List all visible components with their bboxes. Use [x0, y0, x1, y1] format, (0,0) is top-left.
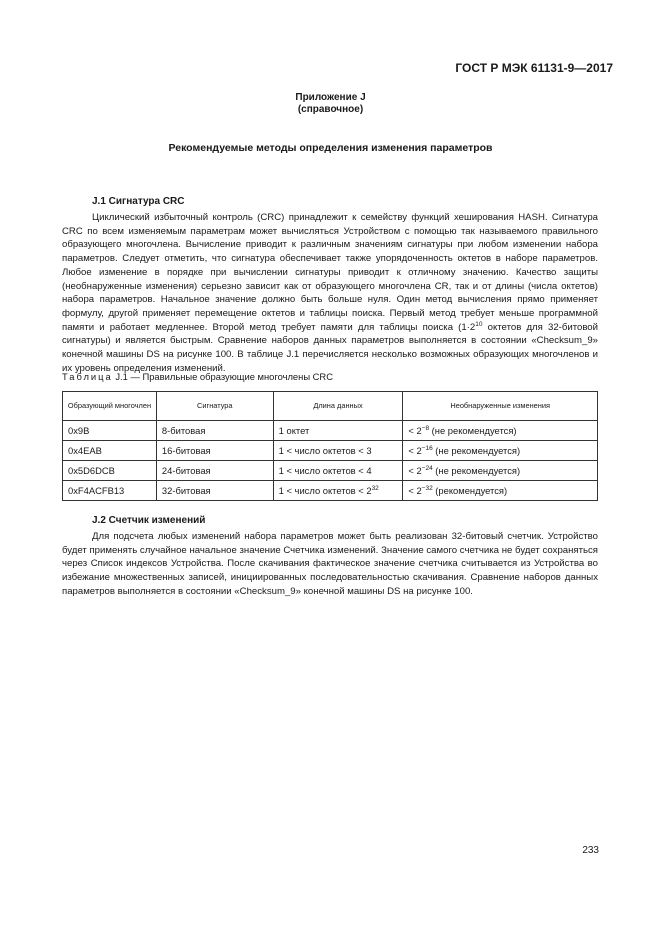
annex-heading — [0, 92, 661, 116]
undetected-note: (не рекомендуется) — [432, 445, 521, 456]
table-row — [63, 441, 598, 461]
undetected-exponent: −16 — [421, 444, 433, 452]
cell-signature: 32-битовая — [156, 481, 273, 501]
undetected-note: (не рекомендуется) — [432, 465, 521, 476]
table-row — [63, 461, 598, 481]
cell-data-length — [273, 421, 403, 441]
table-row — [63, 421, 598, 441]
section-j1-paragraph — [62, 211, 598, 375]
undetected-exponent: −24 — [421, 464, 433, 472]
j1-text-part1: Циклический избыточный контроль (CRC) принадлежит к семейству функций хеширования HASH. Сигнатура CRC по всем изменяемым параметрам может вычисляться Устройством с помощью так называемого правильного образующего многочлена. Вычисление приводит к различным значениям сигнатуры при любом изменении набора параметров. Следует отметить, что сигнатура обеспечивает также упорядоченность октетов в наборе параметров. Любое изменение в порядке при вычислении сигнатуры приводит к отличному значению. Качество защиты (необнаруженные изменения) серьезно зависит как от образующего многочлена CR, так и от длины (числа октетов) набора параметров. Начальное значение должно быть больше нуля. Один метод вычисления прямо применяет формулу, другой применяет перемещение октетов и таблицы поиска. Первый метод требует меньше программной памяти и работает медленнее. Второй метод требует памяти для таблицы поиска (1·2 — [62, 212, 598, 333]
section-j2-heading: J.2 Счетчик изменений — [92, 515, 206, 526]
undetected-prefix: < 2 — [408, 465, 422, 476]
cell-signature: 24-битовая — [156, 461, 273, 481]
length-text: 1 < число октетов < 2 — [278, 485, 372, 496]
length-text: 1 < число октетов < 4 — [278, 465, 372, 476]
annex-title: Приложение J — [295, 92, 366, 103]
crc-polynomials-table — [62, 391, 598, 501]
length-text: 1 < число октетов < 3 — [278, 445, 372, 456]
table-caption-label: Таблица — [62, 371, 113, 382]
cell-polynomial: 0x9B — [63, 421, 157, 441]
page-number: 233 — [582, 845, 599, 856]
header-undetected: Необнаруженные изменения — [403, 392, 598, 421]
cell-undetected — [403, 481, 598, 501]
cell-undetected — [403, 461, 598, 481]
cell-data-length — [273, 461, 403, 481]
document-title: Рекомендуемые методы определения изменения параметров — [168, 142, 493, 154]
table-row — [63, 481, 598, 501]
table-header-row — [63, 392, 598, 421]
header-polynomial: Образующий многочлен — [63, 392, 157, 421]
length-exponent: 32 — [371, 484, 379, 492]
undetected-note: (рекомендуется) — [432, 485, 508, 496]
cell-data-length — [273, 441, 403, 461]
cell-undetected — [403, 441, 598, 461]
cell-signature: 16-битовая — [156, 441, 273, 461]
cell-polynomial: 0x4EAB — [63, 441, 157, 461]
cell-undetected — [403, 421, 598, 441]
section-j1-heading: J.1 Сигнатура CRC — [92, 196, 185, 207]
annex-subtitle: (справочное) — [297, 104, 364, 115]
undetected-exponent: −32 — [421, 484, 433, 492]
table-caption — [62, 371, 333, 382]
cell-data-length — [273, 481, 403, 501]
section-j2-paragraph: Для подсчета любых изменений набора параметров может быть реализован 32-битовый счетчик. Устройство будет применять случайное начальное значение Счетчика изменений. Значение самого счетчика не будет сохраняться через Список индексов Устройства. После скачивания фактическое значение счетчика считывается из Устройства во избежание множественных записей, инициированных последовательностью скачивания. Сравнение наборов данных параметров выполняется в состоянии «Checksum_9» конечной машины DS на рисунке 100. — [62, 531, 598, 597]
cell-signature: 8-битовая — [156, 421, 273, 441]
j1-text-superscript: 10 — [475, 320, 483, 328]
table-caption-text: J.1 — Правильные образующие многочлены CRC — [112, 371, 333, 382]
cell-polynomial: 0x5D6DCB — [63, 461, 157, 481]
undetected-prefix: < 2 — [408, 485, 422, 496]
undetected-note: (не рекомендуется) — [429, 425, 517, 436]
header-data-length: Длина данных — [273, 392, 403, 421]
undetected-prefix: < 2 — [408, 425, 422, 436]
standard-code: ГОСТ Р МЭК 61131-9—2017 — [455, 61, 613, 75]
header-signature: Сигнатура — [156, 392, 273, 421]
j1-text-part2: октетов для 32-битовой сигнатуры) и является быстрым. Сравнение наборов данных параметров выполняется в состоянии «Checksum_9» конечной машины DS на рисунке 100. В таблице J.1 перечисляется несколько возможных образующих многочленов и их уровень определения изменений. — [62, 321, 599, 374]
length-text: 1 октет — [278, 425, 310, 436]
undetected-prefix: < 2 — [408, 445, 422, 456]
undetected-exponent: −8 — [421, 424, 430, 432]
cell-polynomial: 0xF4ACFB13 — [63, 481, 157, 501]
